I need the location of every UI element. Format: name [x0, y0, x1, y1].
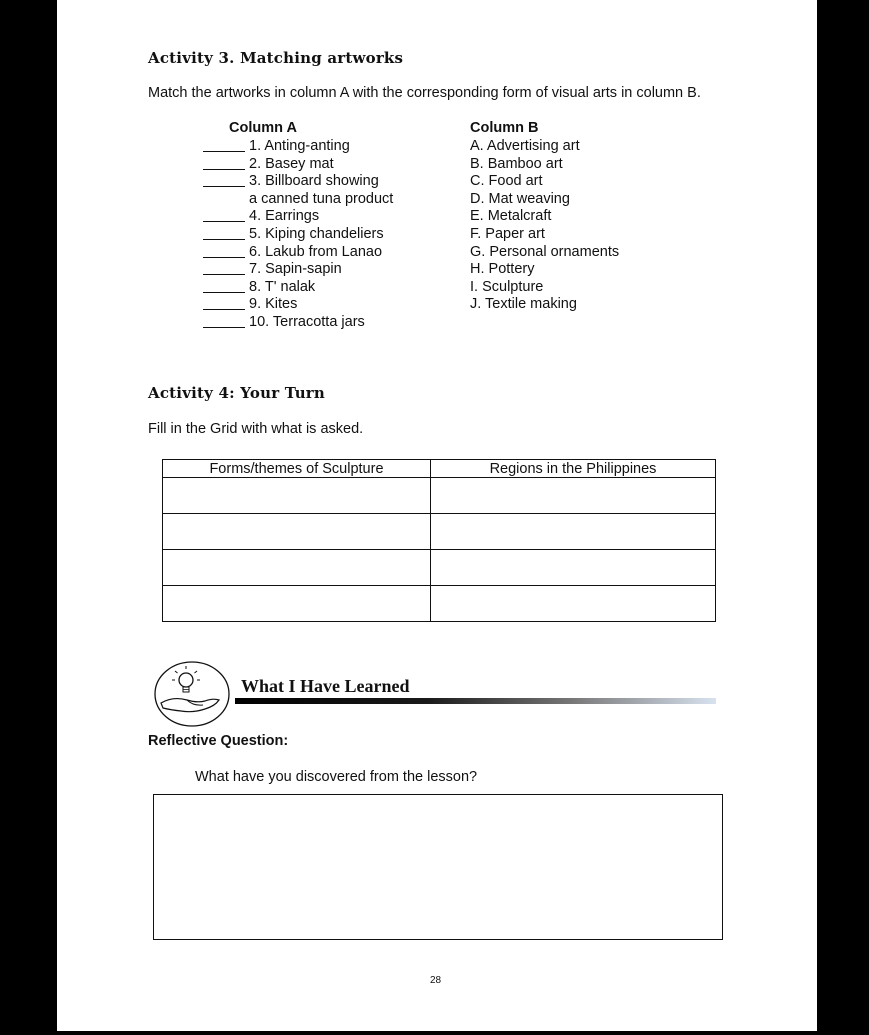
list-item: 5. Kiping chandeliers — [203, 226, 393, 244]
column-b-list — [470, 138, 619, 314]
column-b-header: Column B — [470, 120, 539, 136]
grid-cell[interactable] — [431, 514, 716, 550]
table-header-row — [163, 460, 716, 478]
answer-blank[interactable] — [203, 138, 245, 152]
answer-blank[interactable] — [203, 173, 245, 187]
grid-cell[interactable] — [431, 586, 716, 622]
column-header: Regions in the Philippines — [431, 460, 716, 478]
list-item-continuation: a canned tuna product — [249, 190, 394, 207]
table-row — [163, 550, 716, 586]
sculpture-grid — [162, 459, 716, 622]
activity4-instruction: Fill in the Grid with what is asked. — [148, 421, 364, 437]
list-item: 4. Earrings — [203, 208, 393, 226]
list-item: 2. Basey mat — [203, 156, 393, 174]
title-underline-bar — [235, 698, 716, 704]
activity3-title: Activity 3. Matching artworks — [148, 49, 404, 67]
section-title: What I Have Learned — [241, 676, 410, 696]
column-header: Forms/themes of Sculpture — [163, 460, 431, 478]
answer-blank[interactable] — [203, 279, 245, 293]
list-item: F. Paper art — [470, 225, 545, 242]
page-number: 28 — [430, 975, 442, 986]
list-item: H. Pottery — [470, 261, 535, 278]
list-item: J. Textile making — [470, 296, 577, 313]
answer-blank[interactable] — [203, 244, 245, 258]
grid-cell[interactable] — [163, 478, 431, 514]
list-item: G. Personal ornaments — [470, 243, 620, 260]
table-row — [163, 478, 716, 514]
list-item: 1. Anting-anting — [203, 138, 393, 156]
table-row — [163, 586, 716, 622]
document-page — [57, 0, 817, 1031]
answer-blank[interactable] — [203, 208, 245, 222]
list-item: I. Sculpture — [470, 278, 544, 295]
list-item: 3. Billboard showing — [203, 173, 393, 191]
grid-cell[interactable] — [431, 550, 716, 586]
answer-blank[interactable] — [203, 226, 245, 240]
list-item: D. Mat weaving — [470, 190, 570, 207]
list-item: 7. Sapin-sapin — [203, 261, 393, 279]
answer-blank[interactable] — [203, 261, 245, 275]
grid-cell[interactable] — [163, 550, 431, 586]
table-row — [163, 514, 716, 550]
list-item: 9. Kites — [203, 296, 393, 314]
activity4-title: Activity 4: Your Turn — [148, 384, 326, 402]
grid-cell[interactable] — [163, 514, 431, 550]
column-a-header: Column A — [229, 120, 297, 136]
list-item: E. Metalcraft — [470, 208, 552, 225]
list-item: 8. T' nalak — [203, 279, 393, 297]
lightbulb-in-hand-icon — [153, 660, 231, 728]
reflective-question: What have you discovered from the lesson? — [195, 769, 478, 785]
activity3-instruction: Match the artworks in column A with the corresponding form of visual arts in column B. — [148, 85, 701, 101]
answer-box[interactable] — [153, 794, 723, 940]
answer-blank[interactable] — [203, 296, 245, 310]
answer-blank[interactable] — [203, 314, 245, 328]
answer-blank[interactable] — [203, 156, 245, 170]
list-item: 10. Terracotta jars — [203, 314, 393, 332]
list-item: A. Advertising art — [470, 138, 580, 154]
column-a-list — [203, 138, 393, 332]
list-item: 6. Lakub from Lanao — [203, 244, 393, 262]
list-item: B. Bamboo art — [470, 155, 563, 172]
list-item: C. Food art — [470, 173, 543, 190]
reflective-label: Reflective Question: — [148, 733, 289, 749]
grid-cell[interactable] — [431, 478, 716, 514]
grid-cell[interactable] — [163, 586, 431, 622]
